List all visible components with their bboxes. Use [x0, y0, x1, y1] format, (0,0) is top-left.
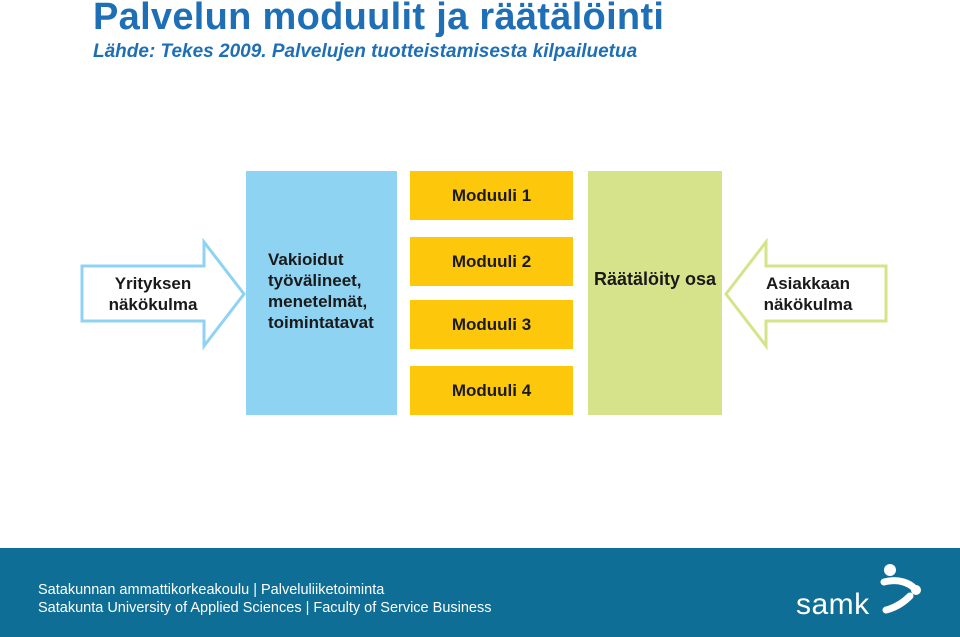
left-arrow-label: Yrityksen näkökulma	[108, 274, 198, 314]
customized-part-label: Räätälöity osa	[593, 269, 717, 289]
standard-tools-label: Vakioidut työvälineet, menetelmät, toimintatavat	[268, 250, 374, 332]
customized-part-box	[588, 171, 722, 415]
module-2-box: Moduuli 2	[410, 237, 573, 286]
standard-tools-box	[246, 171, 397, 415]
module-4-box: Moduuli 4	[410, 366, 573, 415]
footer-line-finnish: Satakunnan ammattikorkeakoulu | Palveluliiketoiminta	[38, 582, 385, 598]
module-3-box: Moduuli 3	[410, 300, 573, 349]
slide-title: Palvelun moduulit ja räätälöinti	[93, 0, 665, 38]
footer-bar	[0, 548, 960, 637]
module-1-box: Moduuli 1	[410, 171, 573, 220]
footer-line-english: Satakunta University of Applied Sciences | Faculty of Service Business	[38, 600, 492, 616]
samk-logo-text: samk	[796, 588, 870, 621]
samk-dots-logo-icon	[870, 562, 930, 622]
slide-subtitle: Lähde: Tekes 2009. Palvelujen tuotteistamisesta kilpailuetua	[93, 41, 638, 62]
right-arrow-label: Asiakkaan näkökulma	[763, 274, 853, 314]
